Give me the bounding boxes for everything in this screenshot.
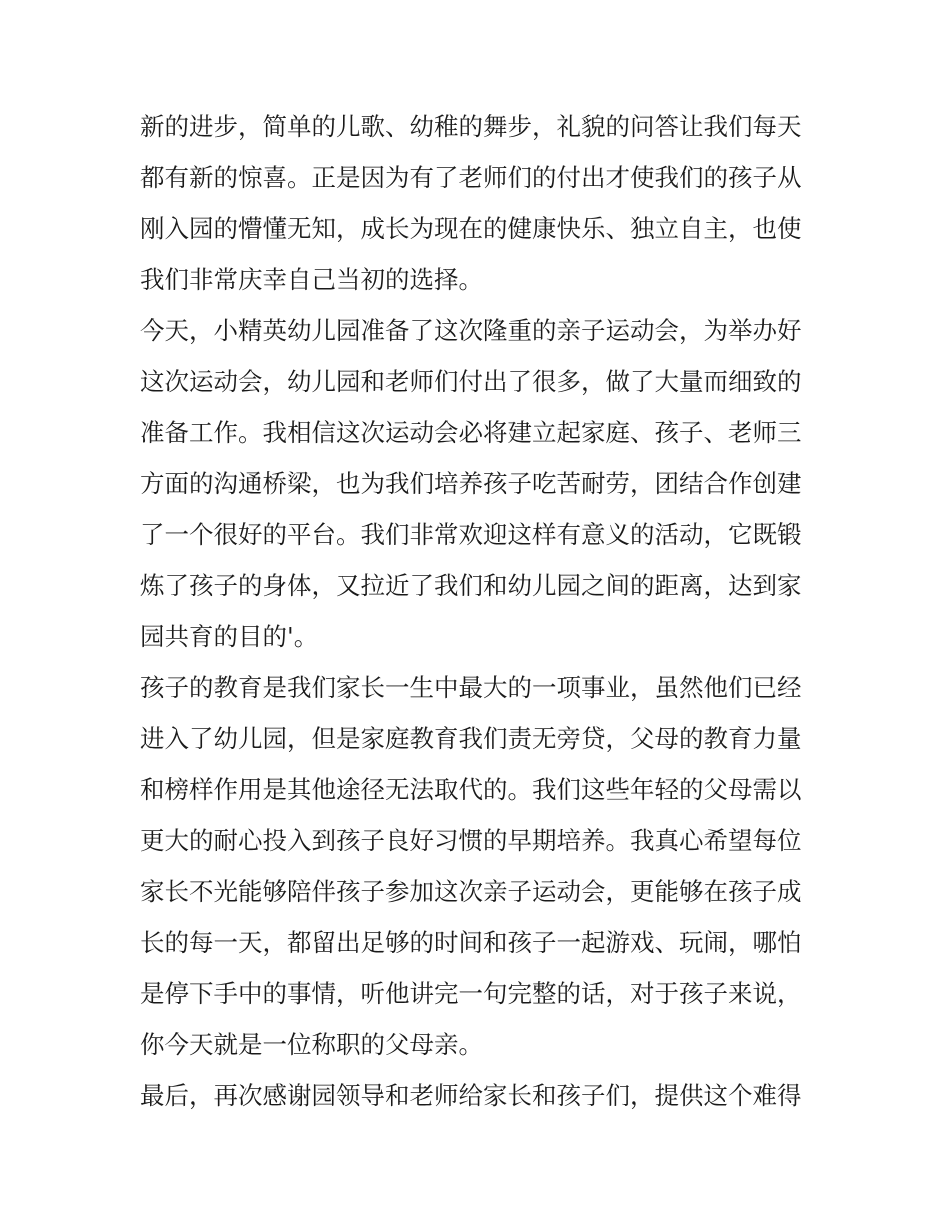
text-line-19: 你今天就是一位称职的父母亲。 — [140, 1030, 483, 1059]
text-line-10: 炼了孩子的身体，又拉近了我们和幼儿园之间的距离，达到家 — [140, 571, 802, 600]
text-line-2: 都有新的惊喜。正是因为有了老师们的付出才使我们的孩子从 — [140, 163, 802, 192]
text-line-13: 进入了幼儿园，但是家庭教育我们责无旁贷，父母的教育力量 — [140, 724, 802, 753]
text-line-16: 家长不光能够陪伴孩子参加这次亲子运动会，更能够在孩子成 — [140, 877, 802, 906]
text-line-20: 最后，再次感谢园领导和老师给家长和孩子们，提供这个难得 — [140, 1081, 802, 1110]
text-line-9: 了一个很好的平台。我们非常欢迎这样有意义的活动，它既锻 — [140, 520, 802, 549]
text-line-3: 刚入园的懵懂无知，成长为现在的健康快乐、独立自主，也使 — [140, 214, 802, 243]
text-line-6: 这次运动会，幼儿园和老师们付出了很多，做了大量而细致的 — [140, 367, 802, 396]
text-line-8: 方面的沟通桥梁，也为我们培养孩子吃苦耐劳，团结合作创建 — [140, 469, 802, 498]
body-text — [140, 101, 820, 1121]
text-line-17: 长的每一天，都留出足够的时间和孩子一起游戏、玩闹，哪怕 — [140, 928, 802, 957]
text-line-12: 孩子的教育是我们家长一生中最大的一项事业，虽然他们已经 — [140, 673, 802, 702]
text-line-1: 新的进步，简单的儿歌、幼稚的舞步，礼貌的问答让我们每天 — [140, 112, 802, 141]
text-line-4: 我们非常庆幸自己当初的选择。 — [140, 265, 483, 294]
text-line-18: 是停下手中的事情，听他讲完一句完整的话，对于孩子来说， — [140, 979, 802, 1008]
text-line-5: 今天，小精英幼儿园准备了这次隆重的亲子运动会，为举办好 — [140, 316, 802, 345]
text-line-7: 准备工作。我相信这次运动会必将建立起家庭、孩子、老师三 — [140, 418, 802, 447]
text-line-11: 园共育的目的'。 — [140, 622, 319, 651]
text-line-14: 和榜样作用是其他途径无法取代的。我们这些年轻的父母需以 — [140, 775, 802, 804]
text-line-15: 更大的耐心投入到孩子良好习惯的早期培养。我真心希望每位 — [140, 826, 802, 855]
